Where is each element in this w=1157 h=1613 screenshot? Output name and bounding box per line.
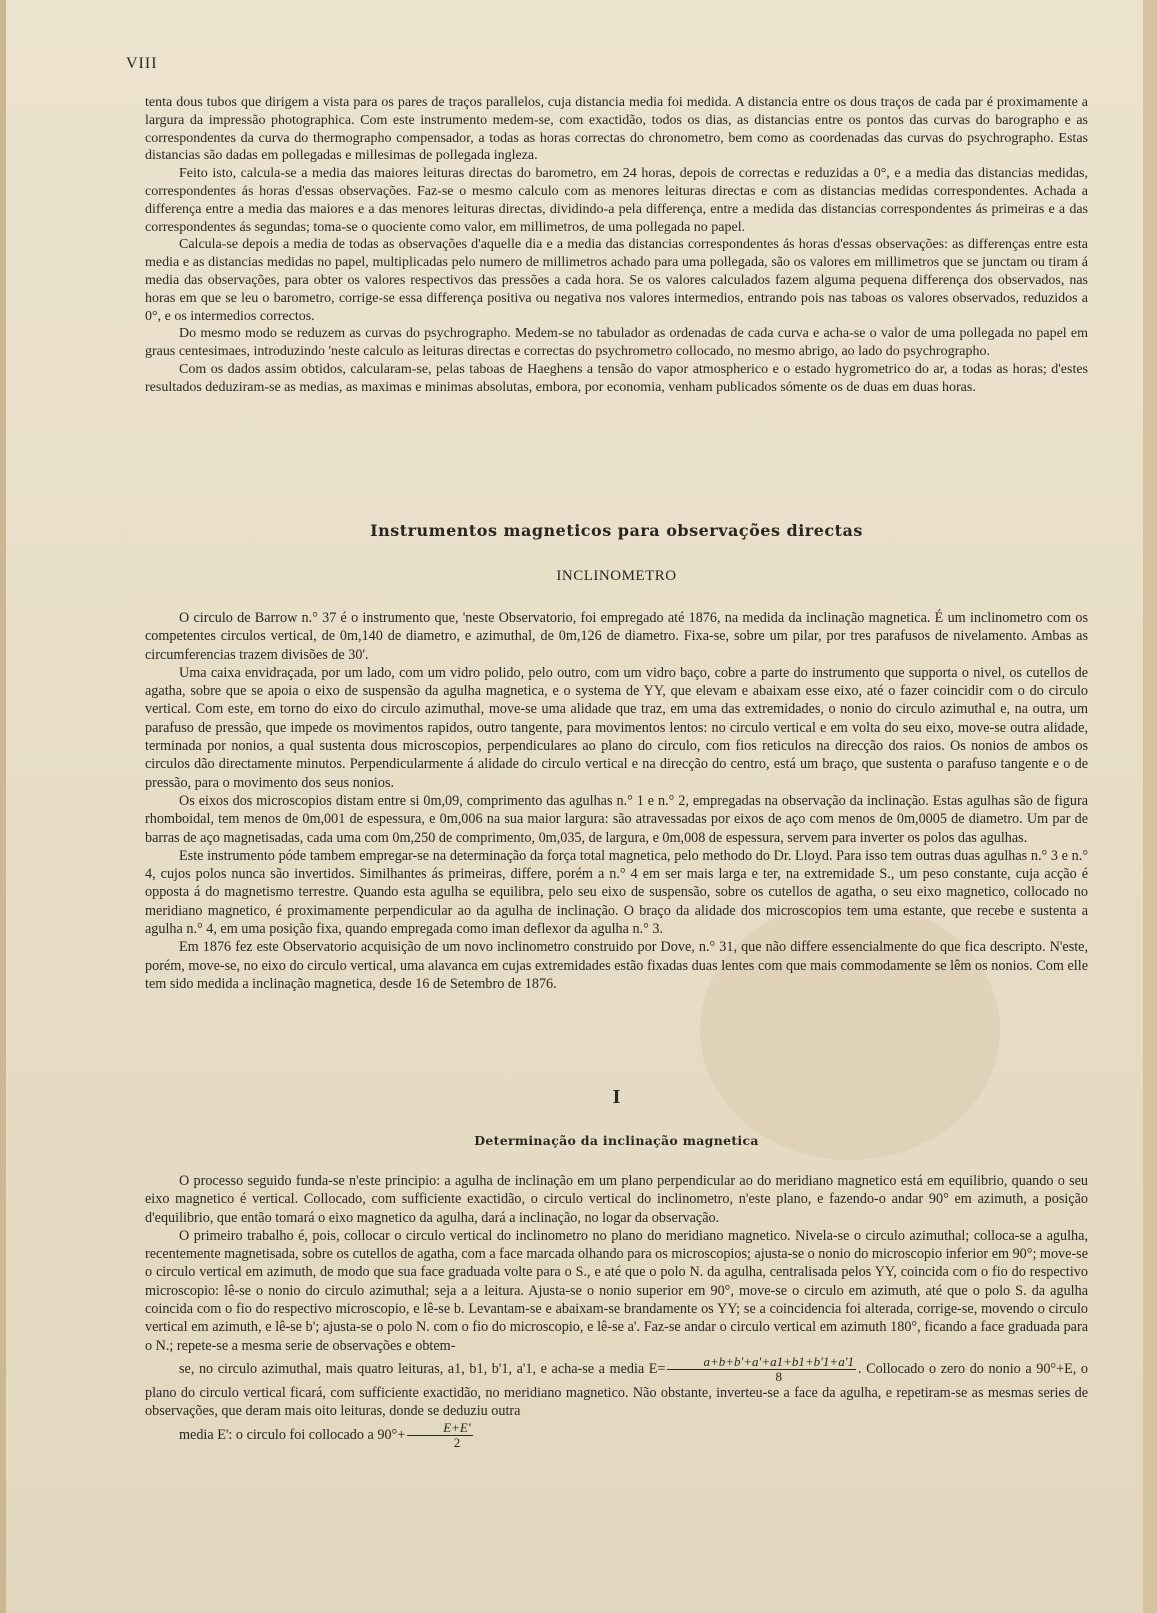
formula-text: media E': o circulo foi collocado a 90°+ xyxy=(179,1426,406,1443)
section-numeral: I xyxy=(612,1086,621,1108)
page-edge-left xyxy=(0,0,6,1613)
paragraph: Este instrumento póde tambem empregar-se na determinação da força total magnetica, pelo methodo do Dr. Lloyd. Para isso tem outras duas agulhas n.° 3 e n.° 4, cujos polos nunca são invertidos. Similhantes ás primeiras, differe, porém a n.° 4 em ser mais larga e ter, na extremidade S., um peso constante, cuja acção é opposta á do magnetismo terrestre. Quando esta agulha se equilibra, pelo seu eixo de suspensão, sobre os cutellos de agatha, o seu eixo magnetico, collocado no meridiano magnetico, é proximamente perpendicular ao da agulha de inclinação. O braço da alidade dos microscopios tem uma estante, que recebe e sustenta a agulha n.° 4, em uma posição fixa, quando empregada como iman deflexor da agulha n.° 3. xyxy=(145,847,1088,938)
paragraph: O circulo de Barrow n.° 37 é o instrumento que, 'neste Observatorio, foi empregado até 1876, na medida da inclinação magnetica. É um inclinometro com os competentes circulos vertical, de 0m,140 de diametro, e azimuthal, de 0m,126 de diametro. Fixa-se, sobre um pilar, por tres parafusos de nivelamento. Ambas as circumferencias trazem divisões de 30'. xyxy=(145,610,1088,663)
paragraph: Uma caixa envidraçada, por um lado, com um vidro polido, pelo outro, com um vidro baço, cobre a parte do instrumento que supporta o nivel, os cutellos de agatha, sobre que se apoia o eixo de suspensão da agulha magnetica, e o systema de YY, que elevam e abaixam esse eixo, até o fazer coincidir com o do circulo vertical. Com este, em torno do eixo do circulo azimuthal, move-se uma alidade que traz, em uma das extremidades, o nonio do circulo azimuthal e, na outra, um parafuso de pressão, que impede os movimentos rapidos, outro tangente, para movimentos lentos: no circulo vertical e em volta do seu eixo, move-se outra alidade, terminada por nonios, a qual sustenta dous microscopios, perpendiculares ao plano do circulo, com fios reticulos na direcção dos raios. Os nonios de ambos os circulos dão directamente minutos. Perpendicularmente á alidade do circulo vertical e na direcção do centro, está um braço, que sustenta o parafuso tangente e o de pressão, para o movimento dos seus nonios. xyxy=(145,664,1088,791)
formula-text: . Collocado o zero do nonio a 90°+E, o plano do circulo vertical ficará, com sufficiente exactidão, no meridiano magnetico. Não obstante, inverteu-se a face da agulha, e repetiram-se as mesmas series de observações, que deram mais oito leituras, donde se deduziu outra xyxy=(145,1360,1088,1420)
paragraph: Os eixos dos microscopios distam entre si 0m,09, comprimento das agulhas n.° 1 e n.° 2, empregadas na observação da inclinação. Estas agulhas são de figura rhomboidal, tem menos de 0m,001 de espessura, e 0m,006 na sua maior largura: são atravessadas por eixos de aço com menos de 0m,0005 de diametro. Um par de barras de aço magnetisadas, cada uma com 0m,250 de comprimento, 0m,035, de largura, e 0m,008 de espessura, servem para inverter os polos das agulhas. xyxy=(145,792,1088,846)
page-edge-right xyxy=(1143,0,1157,1613)
paragraph: tenta dous tubos que dirigem a vista para os pares de traços parallelos, cuja distancia media foi medida. A distancia entre os dous traços de cada par é proximamente a largura da impressão photographica. Com este instrumento medem-se, com exactidão, todos os dias, as distancias entre os pontos das curvas do barographo e as correspondentes da curva do thermographo compensador, a todas as horas correctas do chronometro, bem como as coordenadas das curvas do psychrographo. Estas distancias são dadas em pollegadas e millesimas de pollegada ingleza. xyxy=(145,95,1088,164)
intro-text xyxy=(145,94,1088,397)
paragraph: Com os dados assim obtidos, calcularam-se, pelas taboas de Haeghens a tensão do vapor atmospherico e o estado hygrometrico do ar, a todas as horas; d'estes resultados deduziram-se as medias, as maximas e minimas absolutas, embora, por economia, venham publicados sómente os de duas em duas horas. xyxy=(145,361,1088,395)
section-subheading: INCLINOMETRO xyxy=(556,568,677,584)
fraction xyxy=(407,1421,472,1450)
fraction xyxy=(667,1355,856,1384)
paragraph: O primeiro trabalho é, pois, collocar o circulo vertical do inclinometro no plano do meridiano magnetico. Nivela-se o circulo azimuthal; colloca-se a agulha, recentemente magnetisada, sobre os cutellos de agatha, com a face marcada olhando para os microscopios; ajusta-se o nonio do microscopio inferior em 90°; move-se o circulo vertical em azimuth, de modo que sua face graduada volte para o S., e até que o polo N. da agulha, centralisada pelos YY, coincida com o fio do respectivo microscopio: lê-se o nonio do circulo azimuthal; seja a a leitura. Ajusta-se o nonio superior em 90°, move-se o circulo em azimuth, até que o polo S. da agulha coincida com o fio do respectivo microscopio, e lê-se b. Levantam-se e abaixam-se brandamente os YY; se a coincidencia foi alterada, corrige-se, movendo o circulo vertical em azimuth, e lê-se b'; ajusta-se o polo N. com o fio do microscopio, e lê-se a'. Faz-se andar o circulo vertical em azimuth 180°, ficando a face graduada para o N.; repete-se a mesma serie de observações e obtem- xyxy=(145,1227,1088,1354)
section-heading: Instrumentos magneticos para observações directas xyxy=(370,521,863,540)
section-heading: Determinação da inclinação magnetica xyxy=(474,1133,759,1148)
paragraph: O processo seguido funda-se n'este principio: a agulha de inclinação em um plano perpendicular ao do meridiano magnetico está em equilibrio, quando o seu eixo magnetico é vertical. Collocado, com sufficiente exactidão, o circulo vertical do inclinometro, n'este plano, e fazendo-o andar 90° em azimuth, a posição d'equilibrio, que então tomará o eixo magnetico da agulha, dará a inclinação, no logar da observação. xyxy=(145,1173,1088,1226)
page-number: VIII xyxy=(126,55,158,72)
paragraph: Calcula-se depois a media de todas as observações d'aquelle dia e a media das distancias correspondentes ás horas d'essas observações: as differenças entre esta media e as distancias medidas no papel, multiplicadas pelo numero de millimetros achado para uma pollegada, são os valores em millimetros que se junctam ou tiram á media das observações, para obter os valores respectivos das pressões a cada hora. Se os valores calculados fazem alguma pequena differença dos observados, nas horas em que se leu o barometro, corrige-se essa differença positiva ou negativa nos valores intermedios, entrando pois nas taboas os valores observados, reduzidos a 0°, e os intermedios correctos. xyxy=(145,237,1088,324)
paragraph: Em 1876 fez este Observatorio acquisição de um novo inclinometro construido por Dove, n.° 31, que não differe essencialmente do que fica descripto. N'este, porém, move-se, no eixo do circulo vertical, uma alavanca em cujas extremidades estão fixadas duas lentes com que mais commodamente se lêm os nonios. Com elle tem sido medida a inclinação magnetica, desde 16 de Setembro de 1876. xyxy=(145,939,1088,992)
fraction-denominator: 2 xyxy=(453,1434,461,1450)
formula-text: se, no circulo azimuthal, mais quatro leituras, a1, b1, b'1, a'1, e acha-se a media E= xyxy=(179,1360,666,1377)
paragraph: Feito isto, calcula-se a media das maiores leituras directas do barometro, em 24 horas, depois de correctas e reduzidas a 0°, e a media das distancias medidas, correspondentes ás horas d'essas observações. Faz-se o mesmo calculo com as menores leituras directas e com as distancias medidas correspondentes. Achada a differença entre a media das maiores e a das menores leituras directas, dividindo-a pela differença, entre a medida das distancias correspondentes ás primeiras e a das correspondentes ás segundas; toma-se o quociente como valor, em millimetros, de uma pollegada no papel. xyxy=(145,166,1088,235)
fraction-numerator: a+b+b'+a'+a1+b1+b'1+a'1 xyxy=(667,1355,856,1370)
section-body xyxy=(145,609,1088,993)
formula-paragraph xyxy=(145,1355,1088,1421)
section-body xyxy=(145,1172,1088,1450)
fraction-denominator: 8 xyxy=(775,1368,782,1384)
formula-paragraph xyxy=(145,1421,1088,1450)
paragraph: Do mesmo modo se reduzem as curvas do psychrographo. Medem-se no tabulador as ordenadas de cada curva e acha-se o valor de uma pollegada no papel em graus centesimaes, introduzindo 'neste calculo as leituras directas e correctas do psychrometro collocado, no mesmo abrigo, ao lado do psychrographo. xyxy=(145,326,1088,360)
fraction-numerator: E+E' xyxy=(407,1421,472,1436)
